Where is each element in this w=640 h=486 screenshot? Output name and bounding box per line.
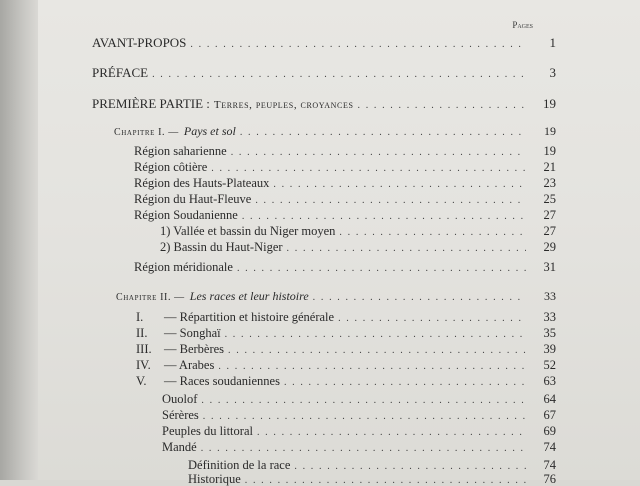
toc-entry — [134, 145, 556, 158]
section-number: II. — [136, 326, 148, 340]
toc-section — [136, 327, 556, 340]
chapter-label: Chapitre II. — — [116, 292, 185, 303]
toc-entry — [162, 441, 556, 454]
toc-entry — [162, 409, 556, 422]
toc-entry-page: 27 — [543, 208, 556, 222]
toc-entry-label: Région côtière — [134, 160, 208, 174]
dot-leader — [358, 101, 527, 111]
toc-section — [136, 343, 556, 356]
toc-chapter-2 — [116, 290, 556, 303]
section-number: IV. — [136, 358, 151, 372]
toc-entry-label: Région saharienne — [134, 144, 227, 158]
toc-entry-page: 27 — [543, 224, 556, 238]
toc-entry-label: Peuples du littoral — [162, 424, 253, 438]
toc-entry-page: 1 — [549, 35, 556, 50]
toc-entry — [188, 459, 556, 472]
toc-entry-premiere-partie — [92, 97, 556, 111]
toc-entry-page: 76 — [543, 472, 556, 486]
chapter-title: Pays et sol — [183, 124, 236, 138]
toc-entry-page: 19 — [543, 144, 556, 158]
toc-entry-label: — Arabes — [164, 358, 215, 372]
toc-entry-page: 31 — [543, 260, 556, 274]
dot-leader — [231, 148, 526, 158]
toc-entry-page: 39 — [543, 342, 556, 356]
toc-entry-page: 29 — [543, 240, 556, 254]
toc-entry-page: 3 — [549, 65, 556, 80]
toc-entry-page: 33 — [543, 310, 556, 324]
toc-entry — [160, 225, 556, 238]
dot-leader — [294, 462, 526, 472]
toc-entry-label: Région des Hauts-Plateaux — [134, 176, 270, 190]
toc-entry-page: 21 — [543, 160, 556, 174]
toc-entry-avant-propos — [92, 36, 556, 50]
toc-section — [136, 311, 556, 324]
toc-entry-label: — Répartition et histoire générale — [164, 310, 335, 324]
toc-entry-page: 33 — [544, 289, 556, 303]
toc-chapter-1 — [114, 125, 556, 138]
dot-leader — [255, 196, 526, 206]
chapter-title: Les races et leur histoire — [189, 289, 309, 303]
toc-entry — [162, 425, 556, 438]
toc-entry-label: 1) Vallée et bassin du Niger moyen — [160, 224, 336, 238]
toc-entry-label: — Berbères — [164, 342, 225, 356]
dot-leader — [237, 264, 526, 274]
dot-leader — [245, 476, 526, 486]
dot-leader — [211, 164, 526, 174]
dot-leader — [228, 346, 526, 356]
dot-leader — [203, 412, 526, 422]
chapter-label: Chapitre I. — — [114, 127, 179, 138]
toc-entry-subtitle: Terres, peuples, croyances — [213, 99, 354, 111]
toc-entry — [134, 193, 556, 206]
toc-section — [136, 359, 556, 372]
toc-entry — [134, 177, 556, 190]
toc-entry-page: 19 — [543, 96, 556, 111]
dot-leader — [218, 362, 526, 372]
toc-entry-label: Mandé — [162, 440, 197, 454]
dot-leader — [201, 444, 526, 454]
toc-entry-label: Historique — [188, 472, 241, 486]
toc-entry-label: Ouolof — [162, 392, 198, 406]
toc-entry-page: 35 — [543, 326, 556, 340]
section-number: III. — [136, 342, 152, 356]
toc-entry-page: 74 — [543, 458, 556, 472]
toc-entry-page: 25 — [543, 192, 556, 206]
dot-leader — [273, 180, 526, 190]
toc-entry-page: 52 — [543, 358, 556, 372]
pages-column-header: Pages — [512, 20, 533, 30]
toc-entry — [134, 261, 556, 274]
toc-entry-label: — Races soudaniennes — [164, 374, 280, 388]
dot-leader — [225, 330, 526, 340]
toc-entry-label: Région du Haut-Fleuve — [134, 192, 252, 206]
toc-entry — [160, 241, 556, 254]
toc-entry-page: 67 — [543, 408, 556, 422]
dot-leader — [284, 378, 526, 388]
toc-entry-page: 23 — [543, 176, 556, 190]
toc-entry-label: 2) Bassin du Haut-Niger — [160, 240, 283, 254]
section-number: I. — [136, 310, 144, 324]
toc-entry-preface — [92, 66, 556, 80]
dot-leader — [240, 128, 526, 138]
toc-entry-label: Région Soudanienne — [134, 208, 238, 222]
toc-entry-label: PREMIÈRE PARTIE : — [92, 96, 210, 111]
dot-leader — [152, 70, 526, 80]
toc-entry-page: 63 — [543, 374, 556, 388]
dot-leader — [339, 228, 526, 238]
toc-entry — [134, 209, 556, 222]
dot-leader — [242, 212, 526, 222]
toc-entry-label: Sérères — [162, 408, 199, 422]
dot-leader — [257, 428, 526, 438]
dot-leader — [190, 40, 526, 50]
toc-entry-label: AVANT-PROPOS — [92, 35, 187, 50]
dot-leader — [287, 244, 526, 254]
toc-entry-label: — Songhaï — [164, 326, 221, 340]
toc-entry-page: 19 — [544, 124, 556, 138]
toc-entry-page: 64 — [543, 392, 556, 406]
toc-entry — [134, 161, 556, 174]
dot-leader — [313, 293, 526, 303]
section-number: V. — [136, 374, 147, 388]
toc-entry-label: PRÉFACE — [92, 65, 149, 80]
toc-entry-label: Région méridionale — [134, 260, 233, 274]
toc-section — [136, 375, 556, 388]
toc-entry-label: Définition de la race — [188, 458, 291, 472]
toc-entry-page: 69 — [543, 424, 556, 438]
dot-leader — [338, 314, 526, 324]
toc-page — [38, 0, 640, 486]
toc-entry-page: 74 — [543, 440, 556, 454]
toc-entry — [162, 393, 556, 406]
dot-leader — [201, 396, 526, 406]
